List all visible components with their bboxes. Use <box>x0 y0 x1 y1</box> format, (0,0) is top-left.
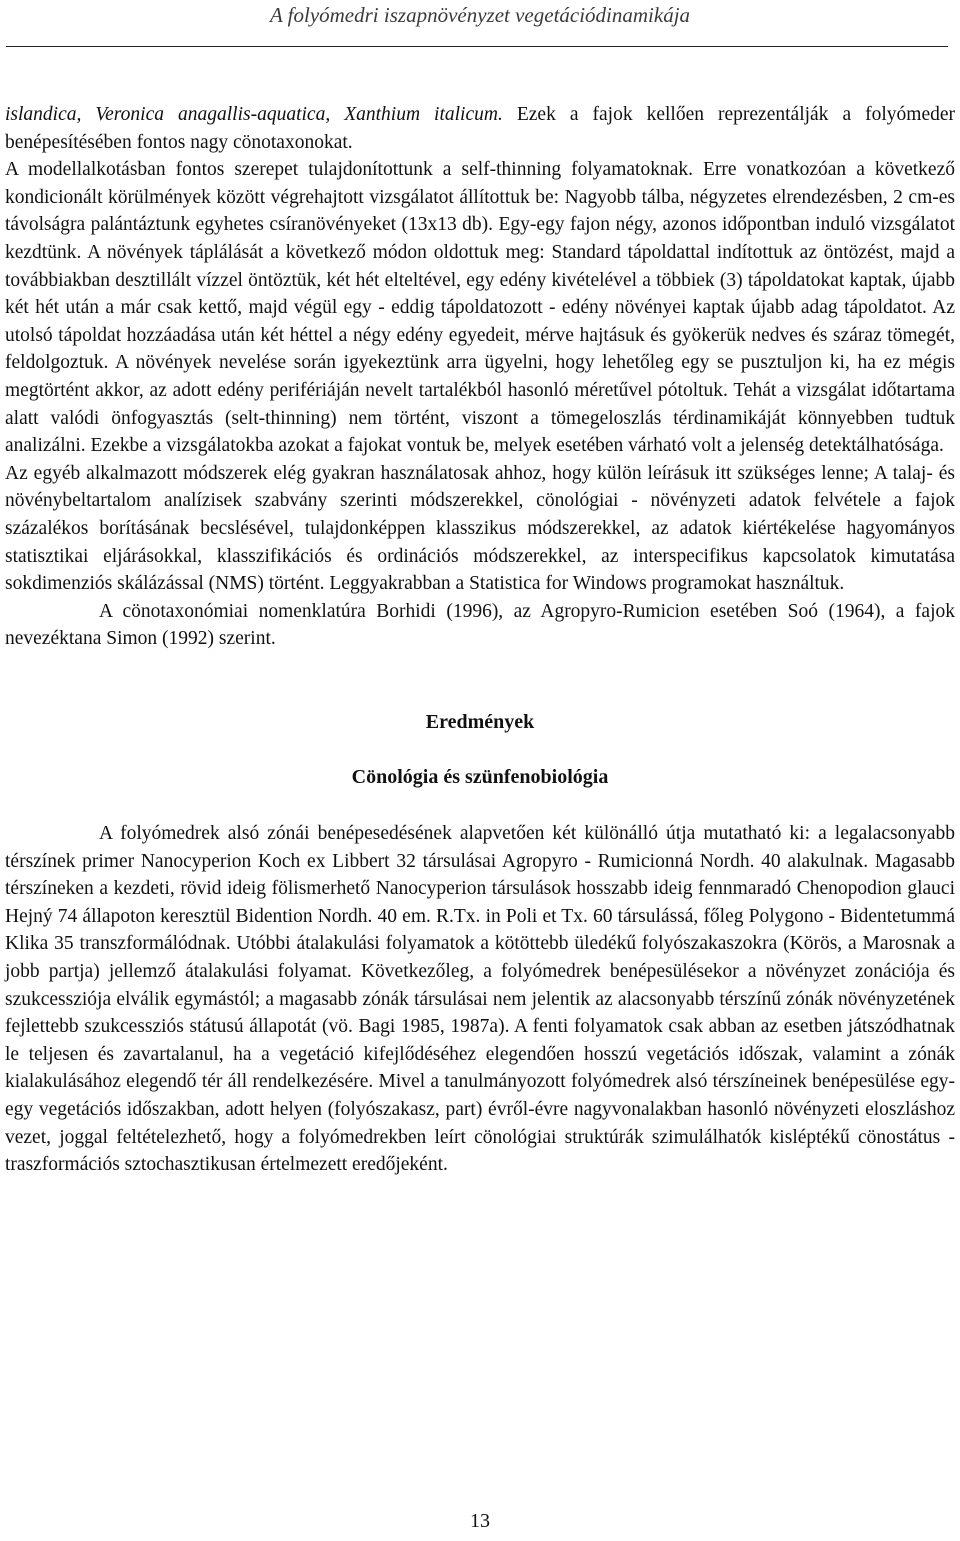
header-rule <box>6 46 948 47</box>
heading-spacer <box>5 792 955 820</box>
paragraph-self-thinning: A modellalkotásban fontos szerepet tulajdonítottunk a self-thinning folyamatoknak. Erre vonatkozóan a következő kondicionált körülmények között végrehajtott vizsgálatot állítottuk be: Nagyobb tálba, négyzetes elrendezésben, 2 cm-es távolságra palántáztunk egyhetes csíranövényeket (13x13 db). Egy-egy fajon négy, azonos időpontban induló vizsgálatot kezdtünk. A növények táplálását a következő módon oldottuk meg: Standard tápoldattal indítottuk az öntözést, majd a továbbiakban desztillált vízzel öntöztük, két hét elteltével, egy edény kivételével a többiek (3) tápoldatokat kaptak, újabb két hét után a már csak kettő, majd végül egy - eddig tápoldatozott - edény növényei kaptak újabb adag tápoldatot. Az utolsó tápoldat hozzáadása után két héttel a négy edény egyedeit, mérve hajtásuk és gyökerük nedves és száraz tömegét, feldolgoztuk. A növények nevelése során igyekeztünk arra ügyelni, hogy lehetőleg egy se pusztuljon ki, ha ez mégis megtörtént akkor, az adott edény perifériáján nevelt tartalékból hasonló méretűvel pótoltuk. Tehát a vizsgálat időtartama alatt valódi önfogyasztás (selt-thinning) nem történt, viszont a tömegeloszlás térdinamikáját könnyebben tudtuk analizálni. Ezekbe a vizsgálatokba azokat a fajokat vontuk be, melyek esetében várható volt a jelenség detektálhatósága. <box>5 159 955 457</box>
section-heading-results: Eredmények <box>425 710 535 733</box>
page-number: 13 <box>470 1510 490 1532</box>
paragraph-results: A folyómedrek alsó zónái benépesedésének alapvetően két különálló útja mutatható ki: a legalacsonyabb térszínek primer Nanocyperion Koch ex Libbert 32 társulásai Agropyro - Rumicionná Nordh. 40 alakulnak. Magasabb térszíneken a kezdeti, rövid ideig fölismerhető Nanocyperion társulások hosszabb ideig fennmaradó Chenopodion glauci Hejný 74 állapoton keresztül Bidention Nordh. 40 em. R.Tx. in Poli et Tx. 60 társulássá, főleg Polygono - Bidentetummá Klika 35 transzformálódnak. Utóbbi átalakulási folyamatok a kötöttebb üledékű folyószakaszokra (Körös, a Marosnak a jobb partja) jellemző átalakulási folyamat. Következőleg, a folyómedrek benépesülésekor a növényzet zonációja és szukcessziója elválik egymástól; a magasabb zónák társulásai nem jelentik az alacsonyabb térszínű zónák növényzetének fejlettebb szukcessziós státusú állapotát (vö. Bagi 1985, 1987a). A fenti folyamatok csak abban az esetben játszódhatnak le teljesen és zavartalanul, ha a vegetáció kifejlődéséhez elegendően hosszú vegetációs időszak, valamint a zónák kialakulásához elegendő tér áll rendelkezésére. Mivel a tanulmányozott folyómedrek alsó térszíneinek benépesülése egy-egy vegetációs időszakban, adott helyen (folyószakasz, part) évről-évre nagyvonalakban hasonló növényzeti eloszláshoz vezet, joggal feltételezhető, hogy a folyómedrekben leírt cönológiai struktúrák szimulálhatók kisléptékű cönostátus - traszformációs sztochasztikusan értelmezett eredőjeként. <box>5 823 955 1176</box>
heading-spacer <box>5 736 955 764</box>
paragraph-methods: Az egyéb alkalmazott módszerek elég gyakran használatosak ahhoz, hogy külön leírásuk itt szükséges lenne; A talaj- és növénybeltartalom analízisek szabvány szerinti módszerekkel, cönológiai - növényzeti adatok felvétele a fajok százalékos borításának becslésével, tulajdonképpen klasszikus módszerekkel, az adatok kiértékelése hagyományos statisztikai eljárásokkal, klasszifikációs és ordinációs módszerekkel, az interspecifikus kapcsolatok kimutatása sokdimenziós skálázással (NMS) történt. Leggyakrabban a Statistica for Windows programokat használtuk. <box>5 462 955 595</box>
paragraph-species-text: Ezek a fajok kellően reprezentálják a folyómeder benépesítésében fontos nagy cönotaxonokat. <box>5 104 955 153</box>
running-header: A folyómedri iszapnövényzet vegetációdinamikája <box>269 3 691 27</box>
paragraph-species-list <box>5 101 955 156</box>
species-names-italic: islandica, Veronica anagallis-aquatica, Xanthium italicum. <box>5 104 503 125</box>
section-spacer <box>5 653 955 709</box>
paragraph-nomenclature: A cönotaxonómiai nomenklatúra Borhidi (1996), az Agropyro-Rumicion esetében Soó (1964), a fajok nevezéktana Simon (1992) szerint. <box>5 600 955 650</box>
page-body <box>5 101 955 1179</box>
subsection-heading-coenology: Cönológia és szünfenobiológia <box>351 766 609 789</box>
